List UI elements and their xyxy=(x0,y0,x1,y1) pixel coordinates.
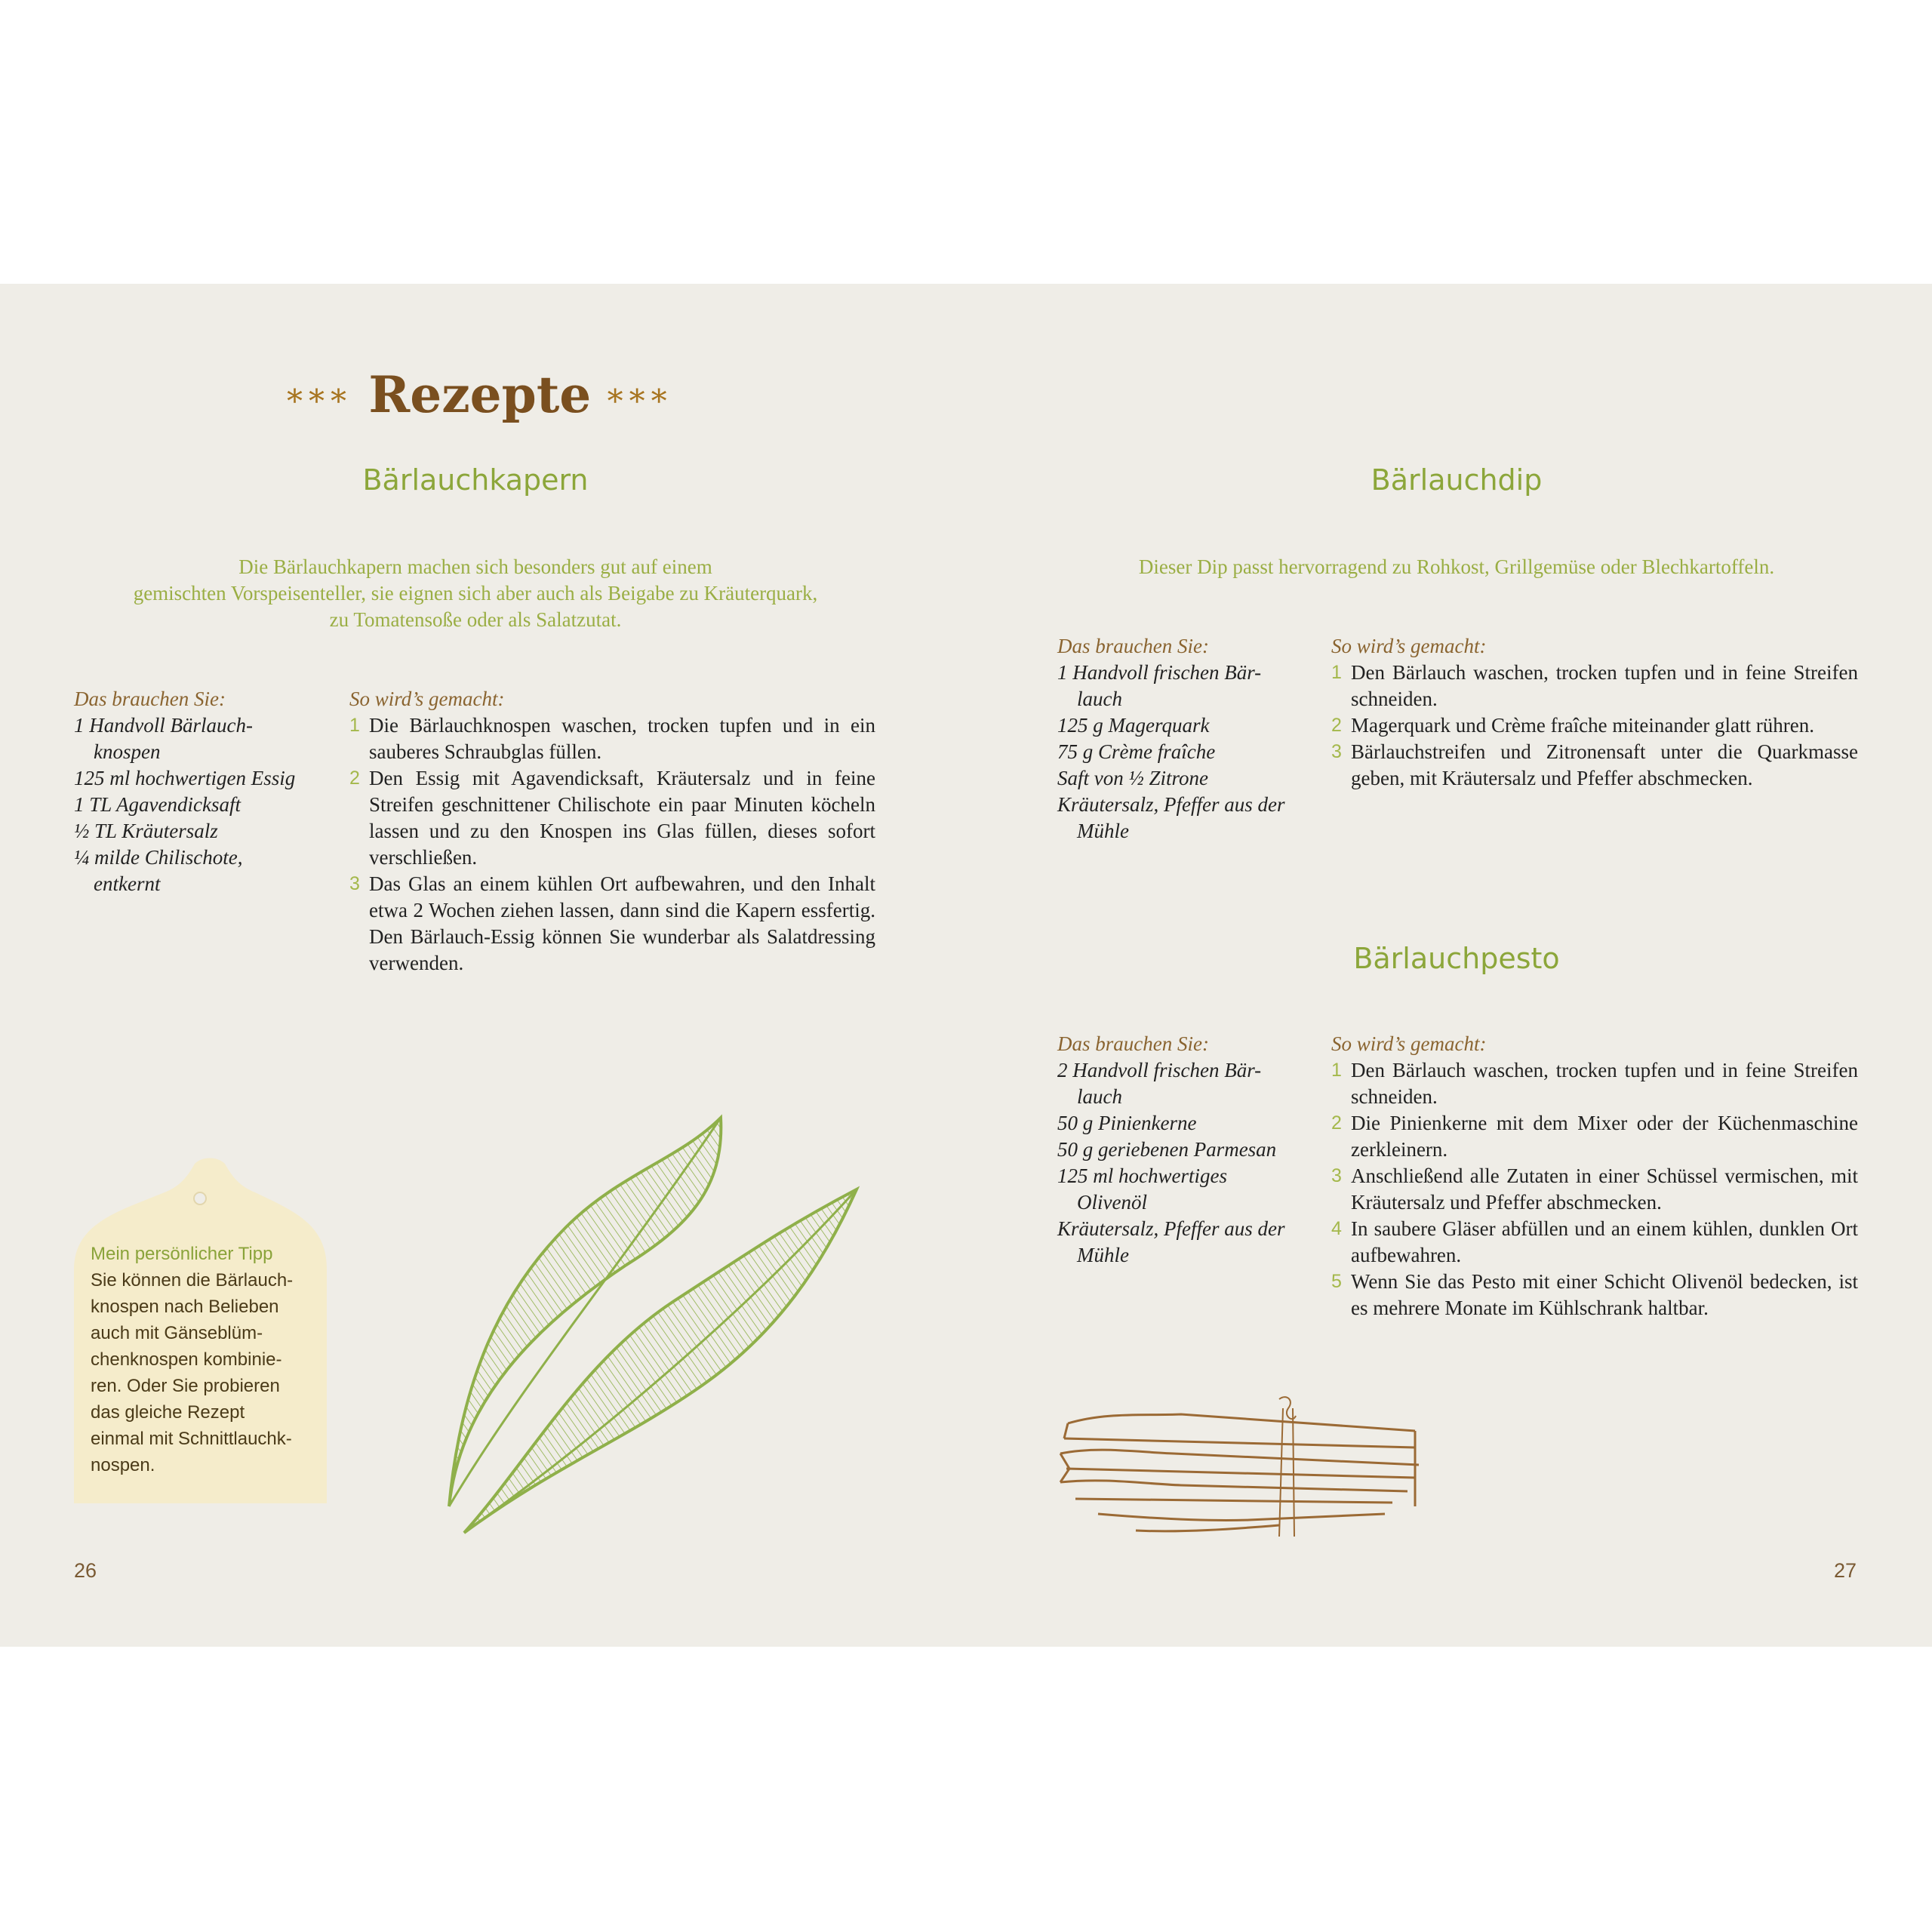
tip-title: Mein persönlicher Tipp xyxy=(91,1244,273,1264)
page-number-left: 26 xyxy=(74,1559,97,1582)
recipe-title-pesto: Bärlauchpesto xyxy=(1353,942,1560,975)
ingredient-item: 75 g Crème fraîche xyxy=(1057,740,1216,763)
step-number: 3 xyxy=(1331,741,1342,762)
ingredient-item: 125 ml hochwertigen Essig xyxy=(74,767,296,789)
step-number: 1 xyxy=(1331,1060,1342,1081)
tip-content xyxy=(91,1241,317,1478)
ingredient-item: 125 g Magerquark xyxy=(1057,714,1210,737)
ingredient-item: Saft von ½ Zitrone xyxy=(1057,767,1208,789)
step-item xyxy=(349,871,875,977)
step-number: 2 xyxy=(349,768,360,789)
steps-label: So wird’s gemacht: xyxy=(1331,1032,1487,1055)
ingredient-item: Kräutersalz, Pfeffer aus der Mühle xyxy=(1057,1217,1285,1266)
step-text: Das Glas an einem kühlen Ort aufbewahren, und den Inhalt etwa 2 Wochen ziehen lassen, dann sind die Kapern essfertig. Den Bärlauch-Essig können Sie wunderbar als Salatdressing verwenden. xyxy=(369,872,875,974)
step-number: 2 xyxy=(1331,715,1342,736)
intro-line: zu Tomatensoße oder als Salatzutat. xyxy=(329,608,622,631)
stars-left: *** xyxy=(287,383,369,420)
steps-label: So wird’s gemacht: xyxy=(349,688,505,710)
ingredients-label: Das brauchen Sie: xyxy=(1057,635,1209,657)
tip-line: ren. Oder Sie probieren xyxy=(91,1376,280,1396)
step-item xyxy=(1331,1057,1858,1110)
tip-line: das gleiche Rezept xyxy=(91,1402,245,1423)
step-text: Magerquark und Crème fraîche miteinander glatt rühren. xyxy=(1351,714,1814,737)
recipe-title-kapern: Bärlauchkapern xyxy=(362,463,589,497)
step-item xyxy=(349,765,875,871)
steps-list xyxy=(1331,1057,1858,1321)
ingredient-item: 1 Handvoll frischen Bär-lauch xyxy=(1057,661,1262,710)
ingredient-item: ¼ milde Chilischote, entkernt xyxy=(74,846,243,895)
step-item xyxy=(1331,1216,1858,1269)
steps-list xyxy=(349,712,875,977)
ingredient-item: Kräutersalz, Pfeffer aus der Mühle xyxy=(1057,793,1285,842)
step-text: Den Bärlauch waschen, trocken tupfen und in feine Streifen schneiden. xyxy=(1351,661,1858,710)
ingredient-item: 50 g Pinienkerne xyxy=(1057,1112,1197,1134)
step-number: 2 xyxy=(1331,1112,1342,1134)
asparagus-bundle-illustration xyxy=(1053,1393,1423,1544)
step-item xyxy=(349,712,875,765)
tip-line: knospen nach Belieben xyxy=(91,1297,279,1317)
ingredients-label: Das brauchen Sie: xyxy=(1057,1032,1209,1055)
page-number-right: 27 xyxy=(1834,1559,1857,1582)
ingredients-label: Das brauchen Sie: xyxy=(74,688,226,710)
step-text: Bärlauchstreifen und Zitronensaft unter die Quarkmasse geben, mit Kräutersalz und Pfeffer abschmecken. xyxy=(1351,740,1858,789)
intro-line: Die Bärlauchkapern machen sich besonders gut auf einem xyxy=(238,555,712,578)
step-text: In saubere Gläser abfüllen und an einem kühlen, dunklen Ort aufbewahren. xyxy=(1351,1217,1858,1266)
step-text: Die Pinienkerne mit dem Mixer oder der Küchenmaschine zerkleinern. xyxy=(1351,1112,1858,1161)
step-item xyxy=(1331,1269,1858,1321)
tip-line: einmal mit Schnittlauchk- xyxy=(91,1429,292,1449)
step-item xyxy=(1331,739,1858,792)
step-text: Den Essig mit Agavendicksaft, Kräutersalz und in feine Streifen geschnittener Chilischote ein paar Minuten köcheln lassen und zu den Knospen ins Glas füllen, dieses sofort verschließen. xyxy=(369,767,875,869)
section-title xyxy=(287,365,673,424)
intro-line: gemischten Vorspeisenteller, sie eignen sich aber auch als Beigabe zu Kräuterquark, xyxy=(133,582,818,605)
step-number: 5 xyxy=(1331,1271,1342,1292)
ingredients-list xyxy=(1057,1057,1299,1269)
ingredients-list xyxy=(74,712,315,897)
ingredient-item: 1 TL Agavendicksaft xyxy=(74,793,241,816)
step-number: 4 xyxy=(1331,1218,1342,1239)
step-item xyxy=(1331,712,1858,739)
book-spread xyxy=(0,284,1932,1647)
ingredient-item: 1 Handvoll Bärlauch-knospen xyxy=(74,714,253,763)
step-number: 3 xyxy=(1331,1165,1342,1186)
tip-line: auch mit Gänseblüm- xyxy=(91,1323,263,1343)
steps-list xyxy=(1331,660,1858,792)
ingredient-item: 125 ml hochwertiges Olivenöl xyxy=(1057,1164,1227,1214)
ingredient-item: ½ TL Kräutersalz xyxy=(74,820,218,842)
stars-right: *** xyxy=(591,383,673,420)
page-title: Rezepte xyxy=(368,365,592,424)
step-item xyxy=(1331,660,1858,712)
step-item xyxy=(1331,1110,1858,1163)
step-number: 1 xyxy=(349,715,360,736)
step-text: Den Bärlauch waschen, trocken tupfen und in feine Streifen schneiden. xyxy=(1351,1059,1858,1108)
recipe-intro-dip xyxy=(1057,554,1857,580)
ingredient-item: 50 g geriebenen Parmesan xyxy=(1057,1138,1277,1161)
step-number: 1 xyxy=(1331,662,1342,683)
recipe-title-dip: Bärlauchdip xyxy=(1371,463,1543,497)
ingredient-item: 2 Handvoll frischen Bär-lauch xyxy=(1057,1059,1262,1108)
ingredients-list xyxy=(1057,660,1299,844)
step-text: Wenn Sie das Pesto mit einer Schicht Olivenöl bedecken, ist es mehrere Monate im Kühlschrank haltbar. xyxy=(1351,1270,1858,1319)
tip-line: nospen. xyxy=(91,1455,155,1475)
step-text: Anschließend alle Zutaten in einer Schüssel vermischen, mit Kräutersalz und Pfeffer abschmecken. xyxy=(1351,1164,1858,1214)
tip-tag xyxy=(74,1156,327,1503)
step-item xyxy=(1331,1163,1858,1216)
step-number: 3 xyxy=(349,873,360,894)
tip-line: Sie können die Bärlauch- xyxy=(91,1270,294,1291)
tip-line: chenknospen kombinie- xyxy=(91,1349,282,1370)
intro-line: Dieser Dip passt hervorragend zu Rohkost, Grillgemüse oder Blechkartoffeln. xyxy=(1138,555,1775,578)
wild-garlic-leaves-illustration xyxy=(430,1114,883,1537)
steps-label: So wird’s gemacht: xyxy=(1331,635,1487,657)
recipe-intro-kapern xyxy=(68,554,883,633)
step-text: Die Bärlauchknospen waschen, trocken tupfen und in ein sauberes Schraubglas füllen. xyxy=(369,714,875,763)
